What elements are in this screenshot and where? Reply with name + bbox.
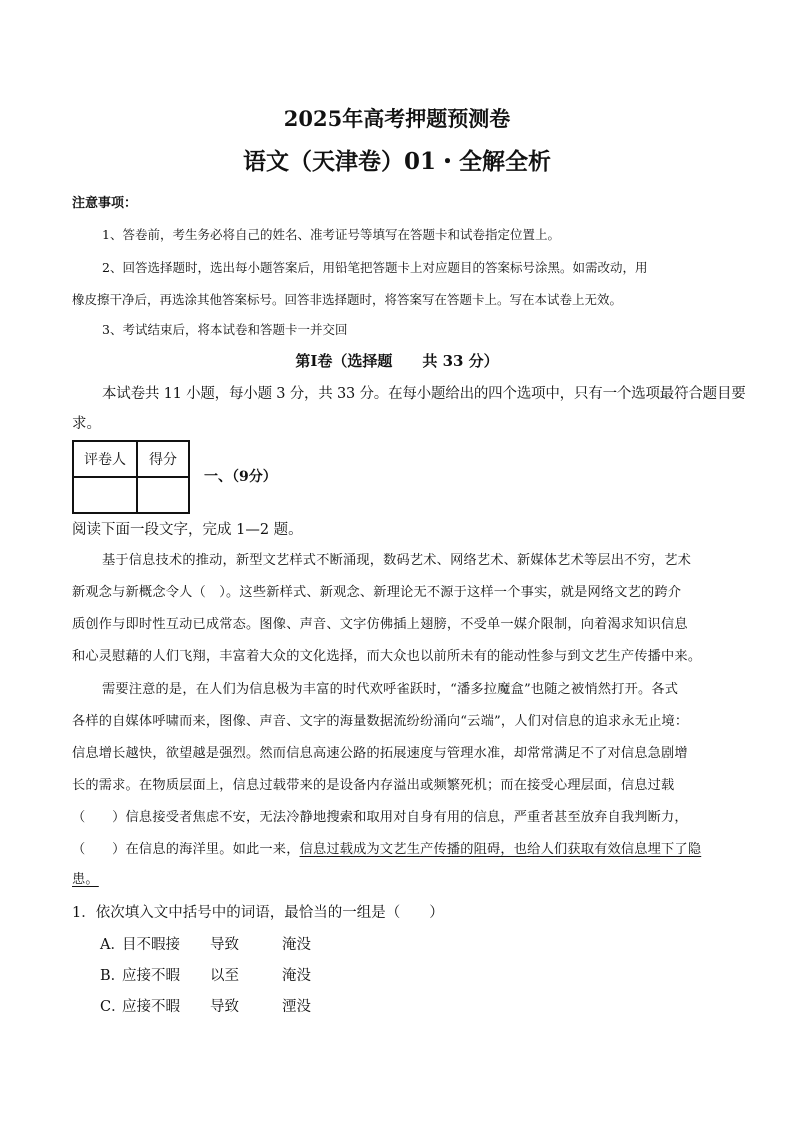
page-subtitle: 语文（天津卷）01・全解全析 [242, 148, 551, 175]
page-title: 2025年高考押题预测卷 [283, 106, 511, 131]
option-word-2: 导致 [210, 999, 239, 1015]
passage-p1-line-3: 质创作与即时性互动已成常态。图像、声音、文字仿佛插上翅膀，不受单一媒介限制，向着渴求知识信息 [72, 617, 688, 632]
score-table-header-score: 得分 [137, 441, 189, 477]
section-title: 第Ⅰ卷（选择题 共 33 分） [295, 352, 499, 370]
passage-p2-line-2: 各样的自媒体呼啸而来，图像、声音、文字的海量数据流纷纷涌向“云端”，人们对信息的追求永无止境： [72, 714, 689, 729]
option-word-1: 应接不暇 [122, 968, 180, 984]
passage-p1-line-1: 基于信息技术的推动，新型文艺样式不断涌现，数码艺术、网络艺术、新媒体艺术等层出不穷，艺术 [102, 553, 692, 568]
reading-instruction: 阅读下面一段文字，完成 1—2 题。 [72, 522, 303, 538]
notice-heading: 注意事项： [72, 196, 138, 211]
passage-p2-line-7: 患。 [72, 872, 99, 887]
passage-p1-line-4: 和心灵慰藉的人们飞翔，丰富着大众的文化选择，而大众也以前所未有的能动性参与到文艺生产传播中来。 [72, 649, 702, 664]
notice-item-2-line-2: 橡皮擦干净后，再选涂其他答案标号。回答非选择题时，将答案写在答题卡上。写在本试卷上无效。 [72, 292, 623, 307]
score-table-header-grader: 评卷人 [73, 441, 137, 477]
notice-item-3: 3、考试结束后，将本试卷和答题卡一并交回 [102, 322, 348, 337]
section-intro-line-1: 本试卷共 11 小题，每小题 3 分，共 33 分。在每小题给出的四个选项中，只有一个选项最符合题目要 [102, 386, 746, 402]
question-1-option-a [100, 933, 311, 954]
option-word-2: 导致 [210, 937, 239, 953]
passage-underlined-sentence: 信息过载成为文艺生产传播的阻碍，也给人们获取有效信息埋下了隐 [299, 842, 702, 857]
option-word-1: 应接不暇 [122, 999, 180, 1015]
passage-p2-line-6 [72, 838, 701, 857]
option-word-2: 以至 [210, 968, 239, 984]
option-word-3: 湮没 [282, 999, 311, 1015]
score-table [72, 440, 190, 514]
score-table-score-cell [137, 477, 189, 513]
option-word-3: 淹没 [282, 937, 311, 953]
question-1-option-b [100, 964, 311, 985]
option-word-1: 目不暇接 [122, 937, 180, 953]
question-1-option-c [100, 995, 311, 1016]
passage-p1-line-2: 新观念与新概念令人（ ）。这些新样式、新观念、新理论无不源于这样一个事实，就是网络文艺的跨介 [72, 585, 682, 600]
passage-p2-line-3: 信息增长越快，欲望越是强烈。然而信息高速公路的拓展速度与管理水准，却常常满足不了对信息急剧增 [72, 746, 688, 761]
option-label: C． [100, 999, 126, 1015]
section-intro-line-2: 求。 [72, 416, 101, 432]
notice-item-2-line-1: 2、回答选择题时，选出每小题答案后，用铅笔把答题卡上对应题目的答案标号涂黑。如需改动，用 [102, 260, 648, 275]
passage-p2-line-1: 需要注意的是，在人们为信息极为丰富的时代欢呼雀跃时，“潘多拉魔盒”也随之被悄然打开。各式 [102, 682, 679, 697]
passage-p2-line-5: （ ）信息接受者焦虑不安，无法冷静地搜索和取用对自身有用的信息，严重者甚至放弃自我判断力， [72, 810, 688, 825]
passage-p2-line-6-plain: （ ）在信息的海洋里。如此一来， [72, 842, 300, 857]
question-1-stem: 1．依次填入文中括号中的词语，最恰当的一组是（ ） [72, 905, 444, 921]
option-label: B． [100, 968, 126, 984]
passage-p2-line-4: 长的需求。在物质层面上，信息过载带来的是设备内存溢出或频繁死机；而在接受心理层面，信息过载 [72, 778, 675, 793]
option-label: A． [100, 937, 125, 953]
part-one-label: 一、（9分） [204, 469, 277, 485]
notice-item-1: 1、答卷前，考生务必将自己的姓名、准考证号等填写在答题卡和试卷指定位置上。 [102, 227, 560, 242]
option-word-3: 淹没 [282, 968, 311, 984]
score-table-grader-cell [73, 477, 137, 513]
